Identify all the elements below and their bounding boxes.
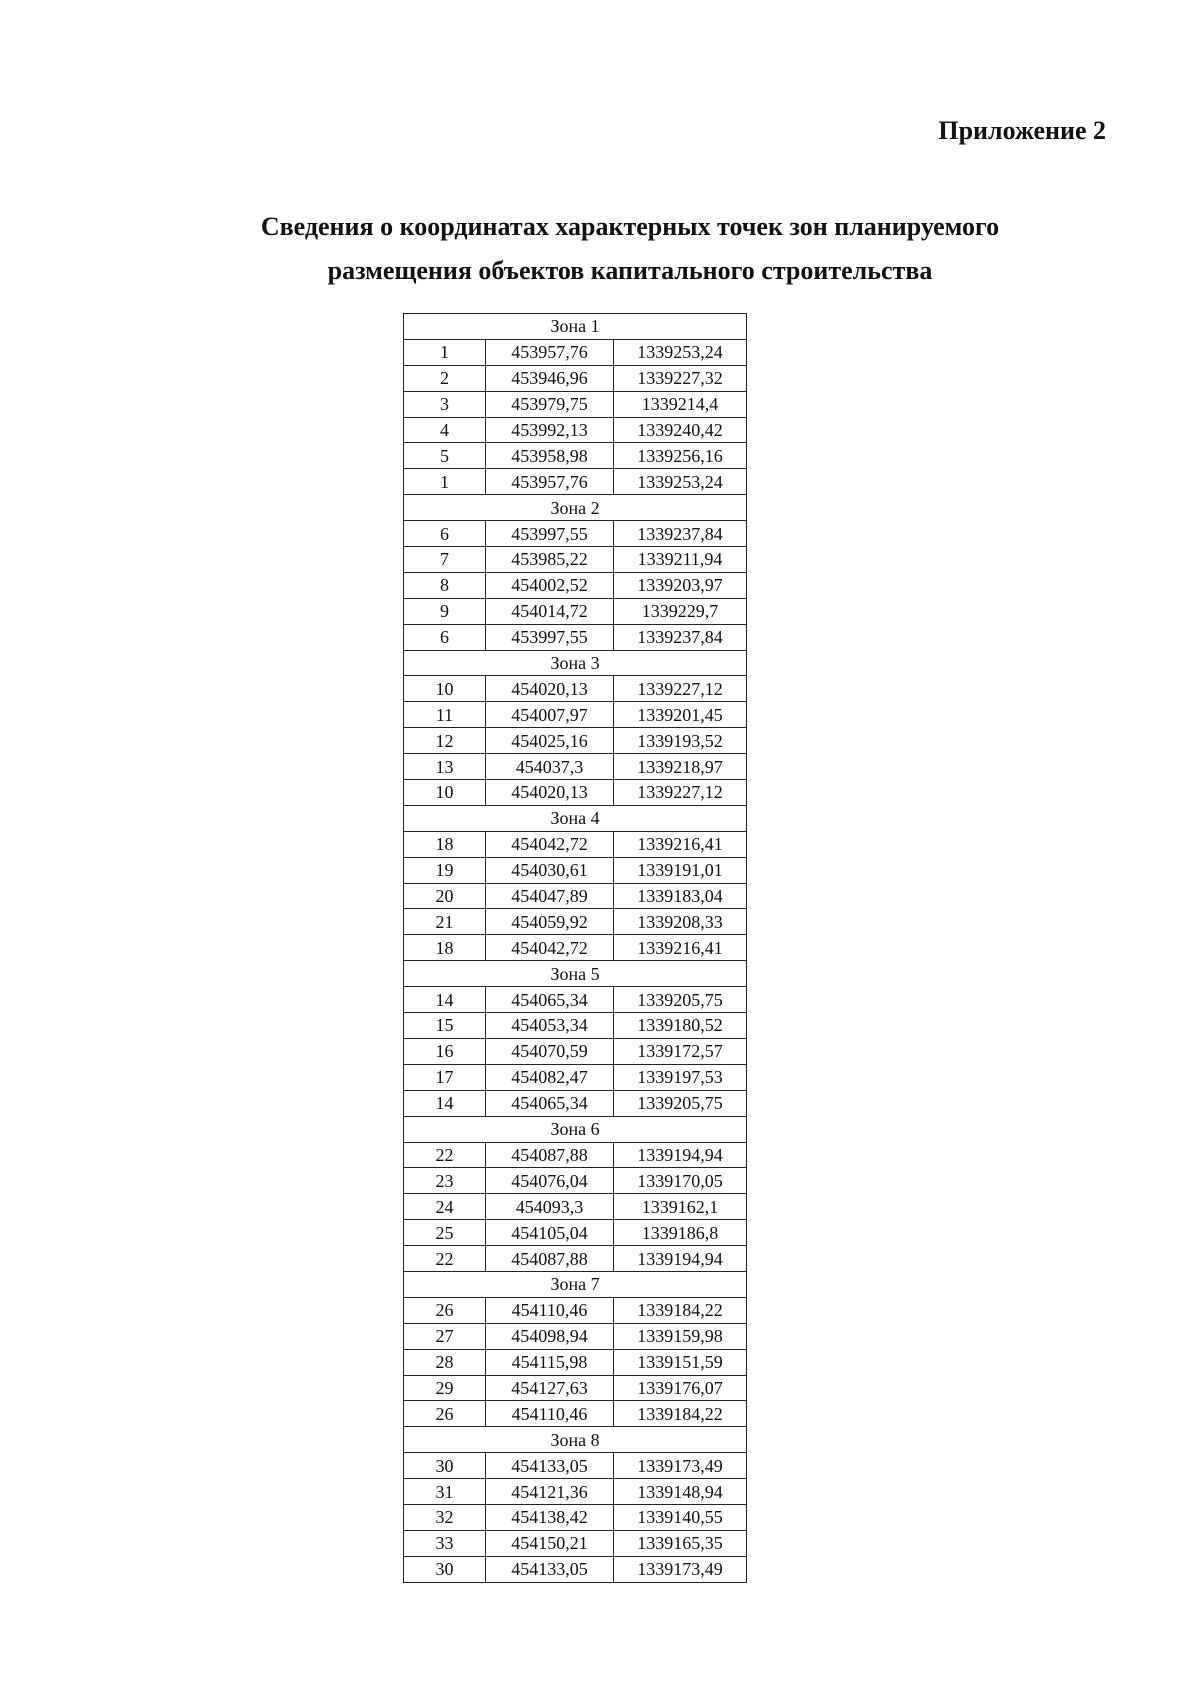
zone-name: Зона 5 — [404, 961, 747, 987]
table-row — [404, 728, 747, 754]
point-number: 17 — [404, 1064, 486, 1090]
coordinate-y: 1339227,12 — [614, 676, 747, 702]
coordinate-x: 453957,76 — [486, 339, 614, 365]
coordinate-y: 1339151,59 — [614, 1349, 747, 1375]
point-number: 26 — [404, 1401, 486, 1427]
coordinate-x: 454030,61 — [486, 857, 614, 883]
appendix-label: Приложение 2 — [938, 116, 1106, 145]
coordinate-x: 454007,97 — [486, 702, 614, 728]
point-number: 30 — [404, 1556, 486, 1582]
coordinate-x: 454138,42 — [486, 1504, 614, 1530]
point-number: 7 — [404, 547, 486, 573]
coordinate-x: 453985,22 — [486, 547, 614, 573]
coordinate-y: 1339172,57 — [614, 1038, 747, 1064]
coordinate-y: 1339237,84 — [614, 624, 747, 650]
coordinate-x: 454087,88 — [486, 1142, 614, 1168]
table-row — [404, 521, 747, 547]
point-number: 18 — [404, 935, 486, 961]
table-row — [404, 624, 747, 650]
table-row — [404, 1401, 747, 1427]
coordinates-table-body — [404, 314, 747, 1583]
coordinate-y: 1339208,33 — [614, 909, 747, 935]
coordinate-x: 454127,63 — [486, 1375, 614, 1401]
point-number: 25 — [404, 1220, 486, 1246]
coordinate-x: 453979,75 — [486, 391, 614, 417]
coordinate-x: 453992,13 — [486, 417, 614, 443]
table-row — [404, 1168, 747, 1194]
coordinate-x: 454002,52 — [486, 572, 614, 598]
coordinate-x: 453958,98 — [486, 443, 614, 469]
point-number: 33 — [404, 1530, 486, 1556]
coordinate-x: 454053,34 — [486, 1013, 614, 1039]
point-number: 8 — [404, 572, 486, 598]
point-number: 16 — [404, 1038, 486, 1064]
table-row — [404, 1453, 747, 1479]
coordinate-y: 1339173,49 — [614, 1453, 747, 1479]
coordinate-x: 454110,46 — [486, 1297, 614, 1323]
table-row — [404, 702, 747, 728]
table-row — [404, 1090, 747, 1116]
table-row — [404, 857, 747, 883]
coordinate-y: 1339165,35 — [614, 1530, 747, 1556]
coordinate-x: 454133,05 — [486, 1556, 614, 1582]
table-row — [404, 1556, 747, 1582]
coordinate-y: 1339173,49 — [614, 1556, 747, 1582]
coordinate-y: 1339216,41 — [614, 831, 747, 857]
zone-header-row — [404, 1116, 747, 1142]
coordinate-x: 454093,3 — [486, 1194, 614, 1220]
coordinate-x: 454065,34 — [486, 987, 614, 1013]
coordinate-x: 454115,98 — [486, 1349, 614, 1375]
table-row — [404, 443, 747, 469]
coordinate-x: 454087,88 — [486, 1246, 614, 1272]
point-number: 13 — [404, 754, 486, 780]
coordinate-y: 1339237,84 — [614, 521, 747, 547]
point-number: 14 — [404, 1090, 486, 1116]
coordinate-y: 1339183,04 — [614, 883, 747, 909]
table-row — [404, 1375, 747, 1401]
zone-header-row — [404, 314, 747, 340]
point-number: 4 — [404, 417, 486, 443]
point-number: 15 — [404, 1013, 486, 1039]
table-row — [404, 909, 747, 935]
coordinate-y: 1339256,16 — [614, 443, 747, 469]
coordinate-y: 1339227,32 — [614, 365, 747, 391]
point-number: 14 — [404, 987, 486, 1013]
coordinate-x: 454076,04 — [486, 1168, 614, 1194]
coordinate-y: 1339253,24 — [614, 469, 747, 495]
point-number: 23 — [404, 1168, 486, 1194]
point-number: 3 — [404, 391, 486, 417]
table-row — [404, 417, 747, 443]
point-number: 29 — [404, 1375, 486, 1401]
coordinate-x: 454065,34 — [486, 1090, 614, 1116]
coordinate-y: 1339194,94 — [614, 1142, 747, 1168]
coordinate-y: 1339253,24 — [614, 339, 747, 365]
point-number: 28 — [404, 1349, 486, 1375]
zone-header-row — [404, 1271, 747, 1297]
document-title — [150, 205, 1110, 293]
coordinate-y: 1339227,12 — [614, 780, 747, 806]
coordinate-x: 453946,96 — [486, 365, 614, 391]
zone-header-row — [404, 961, 747, 987]
coordinate-y: 1339180,52 — [614, 1013, 747, 1039]
table-row — [404, 1323, 747, 1349]
coordinate-x: 454070,59 — [486, 1038, 614, 1064]
table-row — [404, 780, 747, 806]
point-number: 30 — [404, 1453, 486, 1479]
coordinate-x: 454082,47 — [486, 1064, 614, 1090]
table-row — [404, 987, 747, 1013]
coordinate-y: 1339205,75 — [614, 1090, 747, 1116]
point-number: 26 — [404, 1297, 486, 1323]
coordinate-y: 1339240,42 — [614, 417, 747, 443]
coordinate-y: 1339162,1 — [614, 1194, 747, 1220]
zone-header-row — [404, 495, 747, 521]
point-number: 19 — [404, 857, 486, 883]
coordinate-x: 454047,89 — [486, 883, 614, 909]
coordinate-y: 1339191,01 — [614, 857, 747, 883]
point-number: 10 — [404, 676, 486, 702]
coordinate-x: 454105,04 — [486, 1220, 614, 1246]
coordinate-x: 454133,05 — [486, 1453, 614, 1479]
point-number: 2 — [404, 365, 486, 391]
coordinate-y: 1339193,52 — [614, 728, 747, 754]
table-row — [404, 1038, 747, 1064]
zone-header-row — [404, 650, 747, 676]
zone-name: Зона 2 — [404, 495, 747, 521]
coordinate-x: 454042,72 — [486, 831, 614, 857]
table-row — [404, 1504, 747, 1530]
table-row — [404, 1013, 747, 1039]
coordinates-table — [403, 313, 747, 1583]
table-row — [404, 831, 747, 857]
point-number: 32 — [404, 1504, 486, 1530]
table-row — [404, 365, 747, 391]
coordinate-y: 1339140,55 — [614, 1504, 747, 1530]
coordinate-y: 1339159,98 — [614, 1323, 747, 1349]
coordinate-x: 454059,92 — [486, 909, 614, 935]
table-row — [404, 1220, 747, 1246]
point-number: 11 — [404, 702, 486, 728]
table-row — [404, 469, 747, 495]
point-number: 27 — [404, 1323, 486, 1349]
point-number: 9 — [404, 598, 486, 624]
coordinate-y: 1339170,05 — [614, 1168, 747, 1194]
table-row — [404, 1064, 747, 1090]
point-number: 31 — [404, 1479, 486, 1505]
table-row — [404, 1297, 747, 1323]
table-row — [404, 1479, 747, 1505]
coordinate-x: 454025,16 — [486, 728, 614, 754]
table-row — [404, 883, 747, 909]
table-row — [404, 1349, 747, 1375]
table-row — [404, 1194, 747, 1220]
table-row — [404, 676, 747, 702]
coordinate-x: 454042,72 — [486, 935, 614, 961]
table-row — [404, 598, 747, 624]
zone-name: Зона 8 — [404, 1427, 747, 1453]
point-number: 1 — [404, 469, 486, 495]
point-number: 21 — [404, 909, 486, 935]
coordinate-x: 454110,46 — [486, 1401, 614, 1427]
table-row — [404, 572, 747, 598]
point-number: 6 — [404, 624, 486, 650]
coordinate-y: 1339203,97 — [614, 572, 747, 598]
coordinate-y: 1339229,7 — [614, 598, 747, 624]
zone-name: Зона 3 — [404, 650, 747, 676]
table-row — [404, 391, 747, 417]
coordinate-y: 1339197,53 — [614, 1064, 747, 1090]
title-line-2: размещения объектов капитального строительства — [327, 256, 933, 285]
table-row — [404, 754, 747, 780]
coordinate-y: 1339216,41 — [614, 935, 747, 961]
point-number: 18 — [404, 831, 486, 857]
point-number: 5 — [404, 443, 486, 469]
point-number: 20 — [404, 883, 486, 909]
coordinate-y: 1339176,07 — [614, 1375, 747, 1401]
coordinate-y: 1339211,94 — [614, 547, 747, 573]
point-number: 24 — [404, 1194, 486, 1220]
point-number: 22 — [404, 1142, 486, 1168]
coordinate-x: 454020,13 — [486, 676, 614, 702]
coordinate-x: 453997,55 — [486, 521, 614, 547]
coordinate-x: 454014,72 — [486, 598, 614, 624]
zone-header-row — [404, 1427, 747, 1453]
zone-name: Зона 4 — [404, 805, 747, 831]
table-row — [404, 935, 747, 961]
zone-name: Зона 6 — [404, 1116, 747, 1142]
coordinate-y: 1339218,97 — [614, 754, 747, 780]
title-line-1: Сведения о координатах характерных точек зон планируемого — [260, 212, 1000, 241]
zone-name: Зона 7 — [404, 1271, 747, 1297]
table-row — [404, 1246, 747, 1272]
coordinate-x: 454020,13 — [486, 780, 614, 806]
coordinate-x: 454121,36 — [486, 1479, 614, 1505]
coordinate-y: 1339184,22 — [614, 1297, 747, 1323]
point-number: 22 — [404, 1246, 486, 1272]
point-number: 6 — [404, 521, 486, 547]
coordinate-x: 454150,21 — [486, 1530, 614, 1556]
table-row — [404, 1142, 747, 1168]
zone-header-row — [404, 805, 747, 831]
coordinate-y: 1339201,45 — [614, 702, 747, 728]
coordinate-y: 1339184,22 — [614, 1401, 747, 1427]
table-row — [404, 1530, 747, 1556]
point-number: 1 — [404, 339, 486, 365]
coordinate-x: 454037,3 — [486, 754, 614, 780]
coordinate-y: 1339186,8 — [614, 1220, 747, 1246]
point-number: 12 — [404, 728, 486, 754]
coordinate-y: 1339194,94 — [614, 1246, 747, 1272]
zone-name: Зона 1 — [404, 314, 747, 340]
point-number: 10 — [404, 780, 486, 806]
coordinate-y: 1339205,75 — [614, 987, 747, 1013]
table-row — [404, 547, 747, 573]
coordinate-y: 1339214,4 — [614, 391, 747, 417]
coordinate-y: 1339148,94 — [614, 1479, 747, 1505]
coordinate-x: 453957,76 — [486, 469, 614, 495]
coordinate-x: 454098,94 — [486, 1323, 614, 1349]
table-row — [404, 339, 747, 365]
coordinate-x: 453997,55 — [486, 624, 614, 650]
